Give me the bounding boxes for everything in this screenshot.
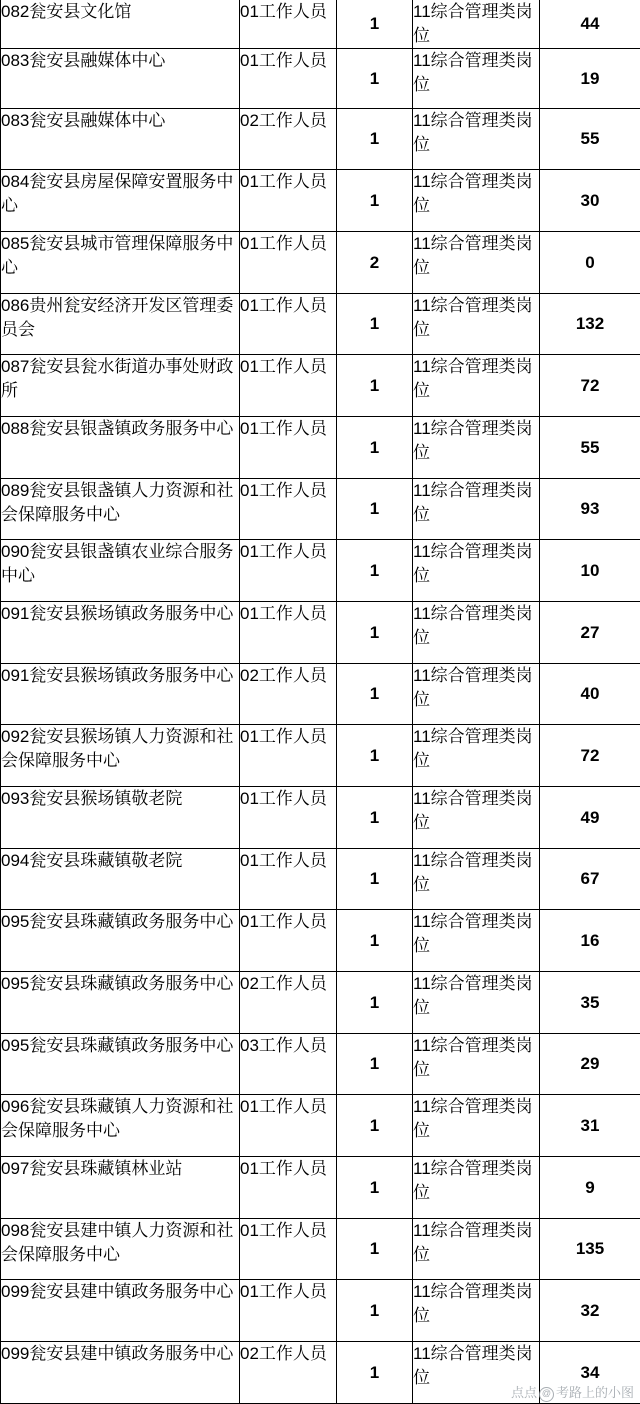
- cell-type: 11综合管理类岗位: [413, 725, 540, 787]
- cell-post: 01工作人员: [240, 0, 337, 49]
- table-row: [1, 170, 640, 232]
- cell-applicants: 9: [540, 1157, 640, 1219]
- table-row: [1, 664, 640, 725]
- at-icon: @: [539, 1387, 554, 1402]
- table-row: [1, 602, 640, 664]
- cell-number: 1: [337, 0, 413, 49]
- cell-type: 11综合管理类岗位: [413, 602, 540, 664]
- cell-post: 01工作人员: [240, 355, 337, 417]
- cell-unit: 087瓮安县瓮水街道办事处财政所: [1, 355, 240, 417]
- table-row: [1, 417, 640, 479]
- cell-unit: 090瓮安县银盏镇农业综合服务中心: [1, 540, 240, 602]
- cell-post: 01工作人员: [240, 1219, 337, 1280]
- cell-type: 11综合管理类岗位: [413, 417, 540, 479]
- cell-type: 11综合管理类岗位: [413, 109, 540, 170]
- cell-unit: 096瓮安县珠藏镇人力资源和社会保障服务中心: [1, 1095, 240, 1157]
- cell-unit: 084瓮安县房屋保障安置服务中心: [1, 170, 240, 232]
- cell-applicants: 55: [540, 109, 640, 170]
- table-row: [1, 355, 640, 417]
- cell-type: 11综合管理类岗位: [413, 294, 540, 355]
- cell-number: 1: [337, 417, 413, 479]
- table-row: [1, 1219, 640, 1280]
- cell-post: 01工作人员: [240, 602, 337, 664]
- cell-number: 1: [337, 910, 413, 972]
- cell-applicants: 32: [540, 1280, 640, 1342]
- cell-post: 01工作人员: [240, 849, 337, 910]
- table-row: [1, 294, 640, 355]
- cell-applicants: 10: [540, 540, 640, 602]
- cell-unit: 095瓮安县珠藏镇政务服务中心: [1, 910, 240, 972]
- cell-applicants: 16: [540, 910, 640, 972]
- cell-applicants: 30: [540, 170, 640, 232]
- cell-number: 1: [337, 725, 413, 787]
- cell-type: 11综合管理类岗位: [413, 910, 540, 972]
- cell-number: 1: [337, 109, 413, 170]
- table-row: [1, 849, 640, 910]
- cell-applicants: 72: [540, 355, 640, 417]
- cell-post: 01工作人员: [240, 232, 337, 294]
- table-row: [1, 232, 640, 294]
- cell-post: 03工作人员: [240, 1034, 337, 1095]
- cell-applicants: 34: [540, 1342, 640, 1404]
- cell-number: 1: [337, 1157, 413, 1219]
- cell-applicants: 27: [540, 602, 640, 664]
- table-row: [1, 1342, 640, 1404]
- cell-type: 11综合管理类岗位: [413, 1219, 540, 1280]
- cell-type: 11综合管理类岗位: [413, 355, 540, 417]
- cell-type: 11综合管理类岗位: [413, 1280, 540, 1342]
- table-row: [1, 540, 640, 602]
- table-row: [1, 787, 640, 849]
- cell-number: 1: [337, 170, 413, 232]
- table-row: [1, 972, 640, 1034]
- table-row: [1, 725, 640, 787]
- cell-number: 1: [337, 355, 413, 417]
- cell-post: 01工作人员: [240, 49, 337, 109]
- cell-number: 1: [337, 602, 413, 664]
- cell-unit: 092瓮安县猴场镇人力资源和社会保障服务中心: [1, 725, 240, 787]
- table-row: [1, 49, 640, 109]
- cell-applicants: 35: [540, 972, 640, 1034]
- cell-number: 1: [337, 540, 413, 602]
- cell-type: 11综合管理类岗位: [413, 972, 540, 1034]
- cell-number: 2: [337, 232, 413, 294]
- cell-post: 01工作人员: [240, 1095, 337, 1157]
- watermark-text-before: 点点: [511, 1385, 537, 1400]
- cell-unit: 091瓮安县猴场镇政务服务中心: [1, 664, 240, 725]
- cell-applicants: 135: [540, 1219, 640, 1280]
- cell-unit: 093瓮安县猴场镇敬老院: [1, 787, 240, 849]
- cell-number: 1: [337, 1034, 413, 1095]
- cell-post: 01工作人员: [240, 170, 337, 232]
- watermark-text-after: 考路上的小图: [556, 1385, 634, 1400]
- table-row: [1, 479, 640, 540]
- cell-number: 1: [337, 479, 413, 540]
- cell-applicants: 132: [540, 294, 640, 355]
- cell-unit: 086贵州瓮安经济开发区管理委员会: [1, 294, 240, 355]
- cell-unit: 098瓮安县建中镇人力资源和社会保障服务中心: [1, 1219, 240, 1280]
- cell-type: 11综合管理类岗位: [413, 232, 540, 294]
- table-row: [1, 1034, 640, 1095]
- cell-post: 02工作人员: [240, 1342, 337, 1404]
- cell-applicants: 19: [540, 49, 640, 109]
- cell-number: 1: [337, 1342, 413, 1404]
- cell-unit: 082瓮安县文化馆: [1, 0, 240, 49]
- cell-applicants: 93: [540, 479, 640, 540]
- cell-post: 01工作人员: [240, 1157, 337, 1219]
- cell-unit: 088瓮安县银盏镇政务服务中心: [1, 417, 240, 479]
- cell-applicants: 49: [540, 787, 640, 849]
- cell-post: 01工作人员: [240, 479, 337, 540]
- cell-type: 11综合管理类岗位: [413, 1034, 540, 1095]
- cell-post: 01工作人员: [240, 417, 337, 479]
- table-row: [1, 0, 640, 49]
- table-row: [1, 1157, 640, 1219]
- cell-post: 01工作人员: [240, 787, 337, 849]
- cell-type: 11综合管理类岗位: [413, 849, 540, 910]
- cell-type: 11综合管理类岗位: [413, 1157, 540, 1219]
- cell-number: 1: [337, 294, 413, 355]
- cell-applicants: 44: [540, 0, 640, 49]
- cell-type: 11综合管理类岗位: [413, 1095, 540, 1157]
- cell-applicants: 40: [540, 664, 640, 725]
- cell-unit: 094瓮安县珠藏镇敬老院: [1, 849, 240, 910]
- cell-type: 11综合管理类岗位: [413, 170, 540, 232]
- cell-applicants: 31: [540, 1095, 640, 1157]
- cell-post: 02工作人员: [240, 664, 337, 725]
- table-row: [1, 1280, 640, 1342]
- table-row: [1, 1095, 640, 1157]
- cell-post: 01工作人员: [240, 1280, 337, 1342]
- cell-unit: 099瓮安县建中镇政务服务中心: [1, 1342, 240, 1404]
- cell-number: 1: [337, 1219, 413, 1280]
- cell-applicants: 55: [540, 417, 640, 479]
- cell-type: 11综合管理类岗位: [413, 49, 540, 109]
- cell-number: 1: [337, 1095, 413, 1157]
- cell-unit: 083瓮安县融媒体中心: [1, 109, 240, 170]
- cell-unit: 095瓮安县珠藏镇政务服务中心: [1, 972, 240, 1034]
- cell-type: 11综合管理类岗位: [413, 479, 540, 540]
- cell-applicants: 67: [540, 849, 640, 910]
- cell-post: 02工作人员: [240, 109, 337, 170]
- cell-unit: 095瓮安县珠藏镇政务服务中心: [1, 1034, 240, 1095]
- cell-applicants: 29: [540, 1034, 640, 1095]
- cell-unit: 099瓮安县建中镇政务服务中心: [1, 1280, 240, 1342]
- cell-post: 01工作人员: [240, 294, 337, 355]
- cell-type: 11综合管理类岗位: [413, 787, 540, 849]
- table-row: [1, 109, 640, 170]
- cell-applicants: 72: [540, 725, 640, 787]
- cell-type: 11综合管理类岗位: [413, 1342, 540, 1404]
- cell-number: 1: [337, 849, 413, 910]
- cell-applicants: 0: [540, 232, 640, 294]
- cell-number: 1: [337, 49, 413, 109]
- cell-unit: 083瓮安县融媒体中心: [1, 49, 240, 109]
- table-row: [1, 910, 640, 972]
- cell-post: 02工作人员: [240, 972, 337, 1034]
- table-body: [1, 0, 640, 1404]
- cell-unit: 085瓮安县城市管理保障服务中心: [1, 232, 240, 294]
- cell-number: 1: [337, 787, 413, 849]
- cell-type: 11综合管理类岗位: [413, 0, 540, 49]
- cell-type: 11综合管理类岗位: [413, 540, 540, 602]
- cell-number: 1: [337, 1280, 413, 1342]
- cell-unit: 097瓮安县珠藏镇林业站: [1, 1157, 240, 1219]
- cell-type: 11综合管理类岗位: [413, 664, 540, 725]
- cell-number: 1: [337, 664, 413, 725]
- cell-post: 01工作人员: [240, 725, 337, 787]
- cell-unit: 089瓮安县银盏镇人力资源和社会保障服务中心: [1, 479, 240, 540]
- cell-unit: 091瓮安县猴场镇政务服务中心: [1, 602, 240, 664]
- cell-post: 01工作人员: [240, 540, 337, 602]
- cell-number: 1: [337, 972, 413, 1034]
- cell-post: 01工作人员: [240, 910, 337, 972]
